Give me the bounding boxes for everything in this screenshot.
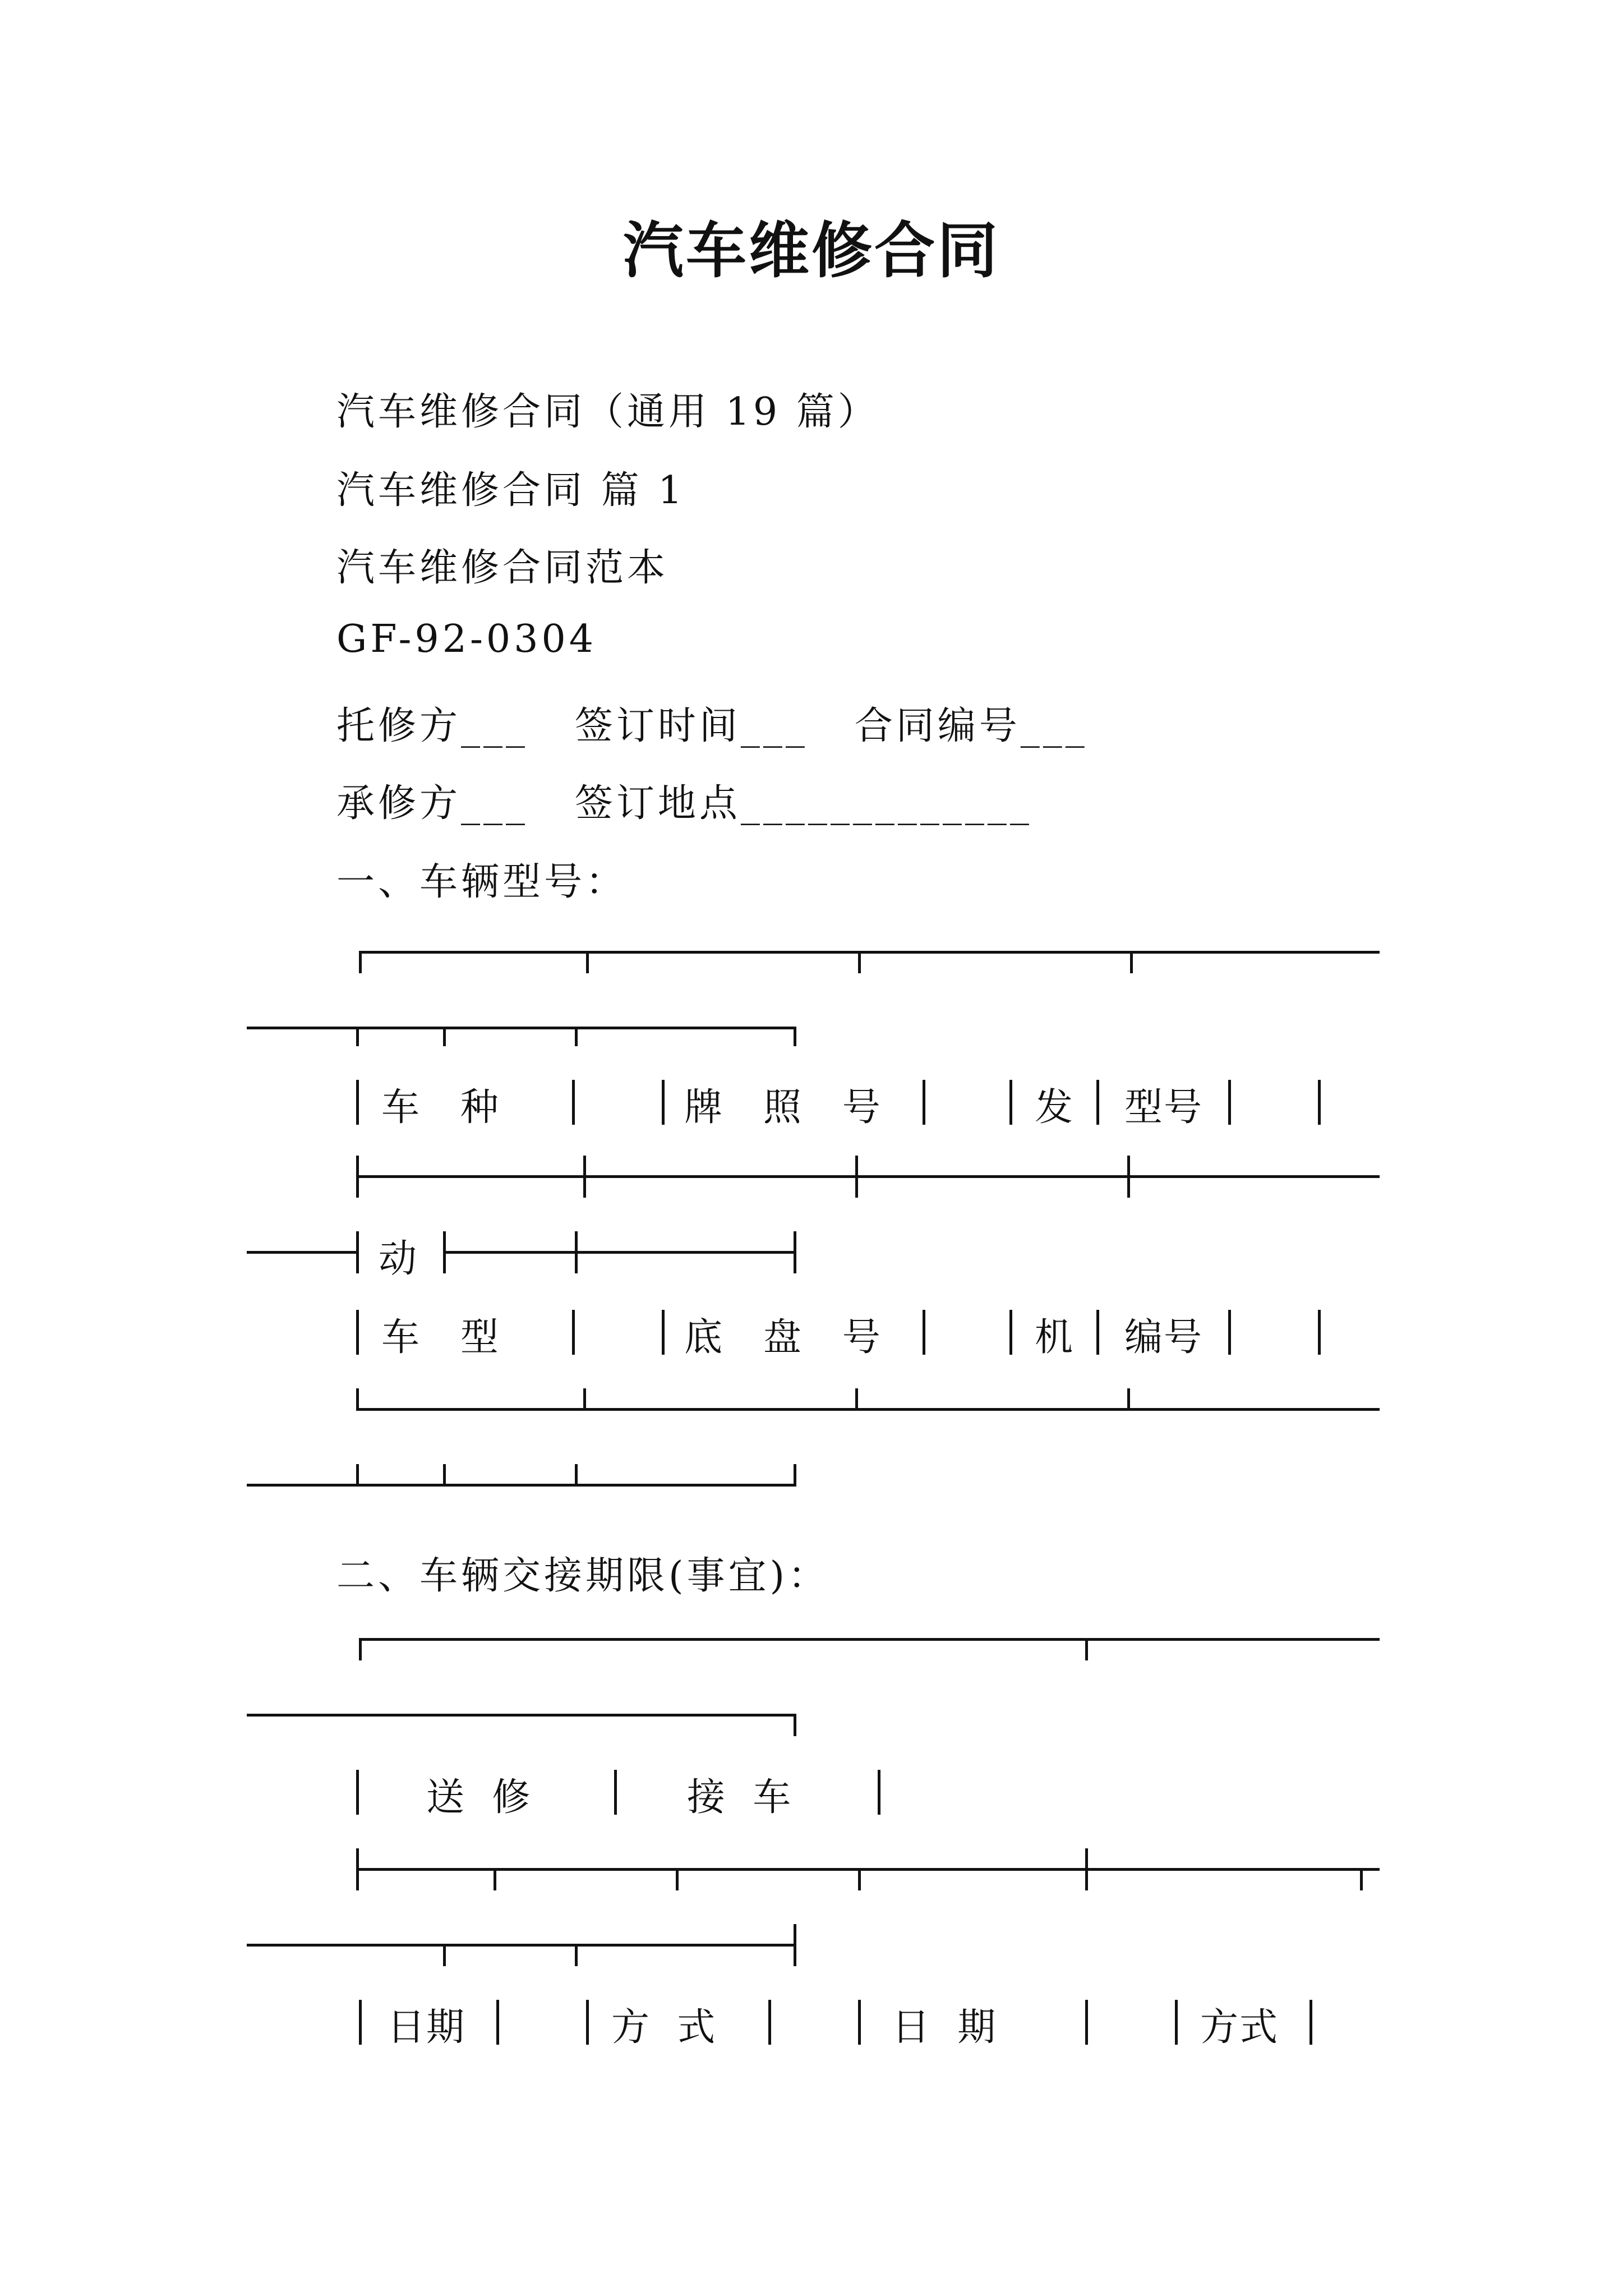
table-border [586, 951, 589, 973]
table-cell: 机 [1035, 1315, 1075, 1360]
table-border [575, 1027, 578, 1046]
table-border [356, 1310, 359, 1355]
code-line: GF-92-0304 [336, 617, 597, 661]
table-cell: 方 式 [611, 2005, 717, 2050]
table-cell: 送 修 [426, 1775, 532, 1820]
table-border [359, 2000, 362, 2045]
table-border [1130, 951, 1133, 973]
table-border [575, 1251, 794, 1254]
table-border [359, 1175, 1380, 1178]
table-border [858, 2000, 861, 2045]
table-border [443, 1464, 446, 1487]
document-title: 汽车维修合同 [623, 215, 1000, 286]
table-cell: 动 [379, 1237, 418, 1281]
table-border [794, 1027, 796, 1046]
table-border [676, 1868, 679, 1890]
table-border [247, 1484, 796, 1487]
table-border [359, 1868, 1380, 1871]
party-line-2: 承修方___ 签订地点_____________ [336, 781, 1032, 826]
table-border [794, 1714, 796, 1736]
table-border [359, 1638, 1380, 1641]
table-border [572, 1310, 575, 1355]
table-border [1127, 1156, 1130, 1198]
table-border [443, 1027, 446, 1046]
part-line: 汽车维修合同 篇 1 [336, 468, 686, 513]
table-border [356, 1231, 359, 1273]
table-border [1009, 1310, 1012, 1355]
table-cell: 编号 [1124, 1315, 1204, 1360]
table-border [247, 1251, 356, 1254]
section-2-heading: 二、车辆交接期限(事宜)： [336, 1554, 830, 1598]
table-border [359, 951, 1380, 954]
table-border [443, 1251, 575, 1254]
table-border [855, 1156, 858, 1198]
table-border [1085, 1638, 1088, 1660]
table-border [794, 1924, 796, 1966]
table-border [572, 1080, 575, 1125]
table-border [1009, 1080, 1012, 1125]
table-border [768, 2000, 771, 2045]
table-border [583, 1156, 586, 1198]
table-border [575, 1464, 578, 1487]
table-cell: 发 [1035, 1085, 1075, 1130]
table-border [356, 1464, 359, 1487]
table-border [1127, 1388, 1130, 1411]
table-border [583, 1388, 586, 1411]
table-border [356, 1770, 359, 1815]
section-1-heading: 一、车辆型号： [336, 860, 628, 904]
table-border [247, 1714, 796, 1717]
table-border [923, 1080, 925, 1125]
table-border [1228, 1080, 1231, 1125]
table-border [923, 1310, 925, 1355]
table-border [662, 1080, 665, 1125]
table-border [494, 1868, 496, 1890]
table-cell: 日期 [387, 2005, 466, 2050]
table-border [1085, 1848, 1088, 1890]
table-border [794, 1231, 796, 1273]
table-border [356, 1027, 359, 1046]
table-border [662, 1310, 665, 1355]
table-border [1318, 1080, 1321, 1125]
table-border [858, 951, 861, 973]
table-border [794, 1464, 796, 1487]
table-border [1096, 1080, 1099, 1125]
table-border [614, 1770, 617, 1815]
table-border [359, 1408, 1380, 1411]
table-cell: 方式 [1200, 2005, 1279, 2050]
table-cell: 型号 [1124, 1085, 1204, 1130]
table-border [586, 2000, 589, 2045]
table-border [496, 2000, 499, 2045]
table-border [1175, 2000, 1178, 2045]
table-border [356, 1388, 359, 1411]
heading-line: 汽车维修合同（通用 19 篇） [336, 390, 879, 434]
table-border [858, 1868, 861, 1890]
table-cell: 车 种 [381, 1085, 500, 1130]
table-cell: 日 期 [892, 2005, 997, 2050]
table-border [1310, 2000, 1312, 2045]
table-border [359, 1638, 362, 1660]
table-border [356, 1848, 359, 1890]
table-cell: 底 盘 号 [684, 1315, 882, 1360]
table-border [575, 1944, 578, 1966]
table-border [878, 1770, 880, 1815]
table-border [356, 1156, 359, 1198]
table-border [1085, 2000, 1088, 2045]
table-cell: 牌 照 号 [684, 1085, 882, 1130]
table-cell: 接 车 [687, 1775, 792, 1820]
table-border [1096, 1310, 1099, 1355]
table-border [247, 1027, 796, 1029]
party-line-1: 托修方___ 签订时间___ 合同编号___ [336, 704, 1088, 748]
table-border [1360, 1868, 1363, 1890]
table-border [359, 951, 362, 973]
table-border [855, 1388, 858, 1411]
sample-line: 汽车维修合同范本 [336, 546, 669, 590]
table-cell: 车 型 [381, 1315, 500, 1360]
table-border [443, 1944, 446, 1966]
table-border [356, 1080, 359, 1125]
table-border [1228, 1310, 1231, 1355]
table-border [1318, 1310, 1321, 1355]
table-border [247, 1944, 796, 1947]
